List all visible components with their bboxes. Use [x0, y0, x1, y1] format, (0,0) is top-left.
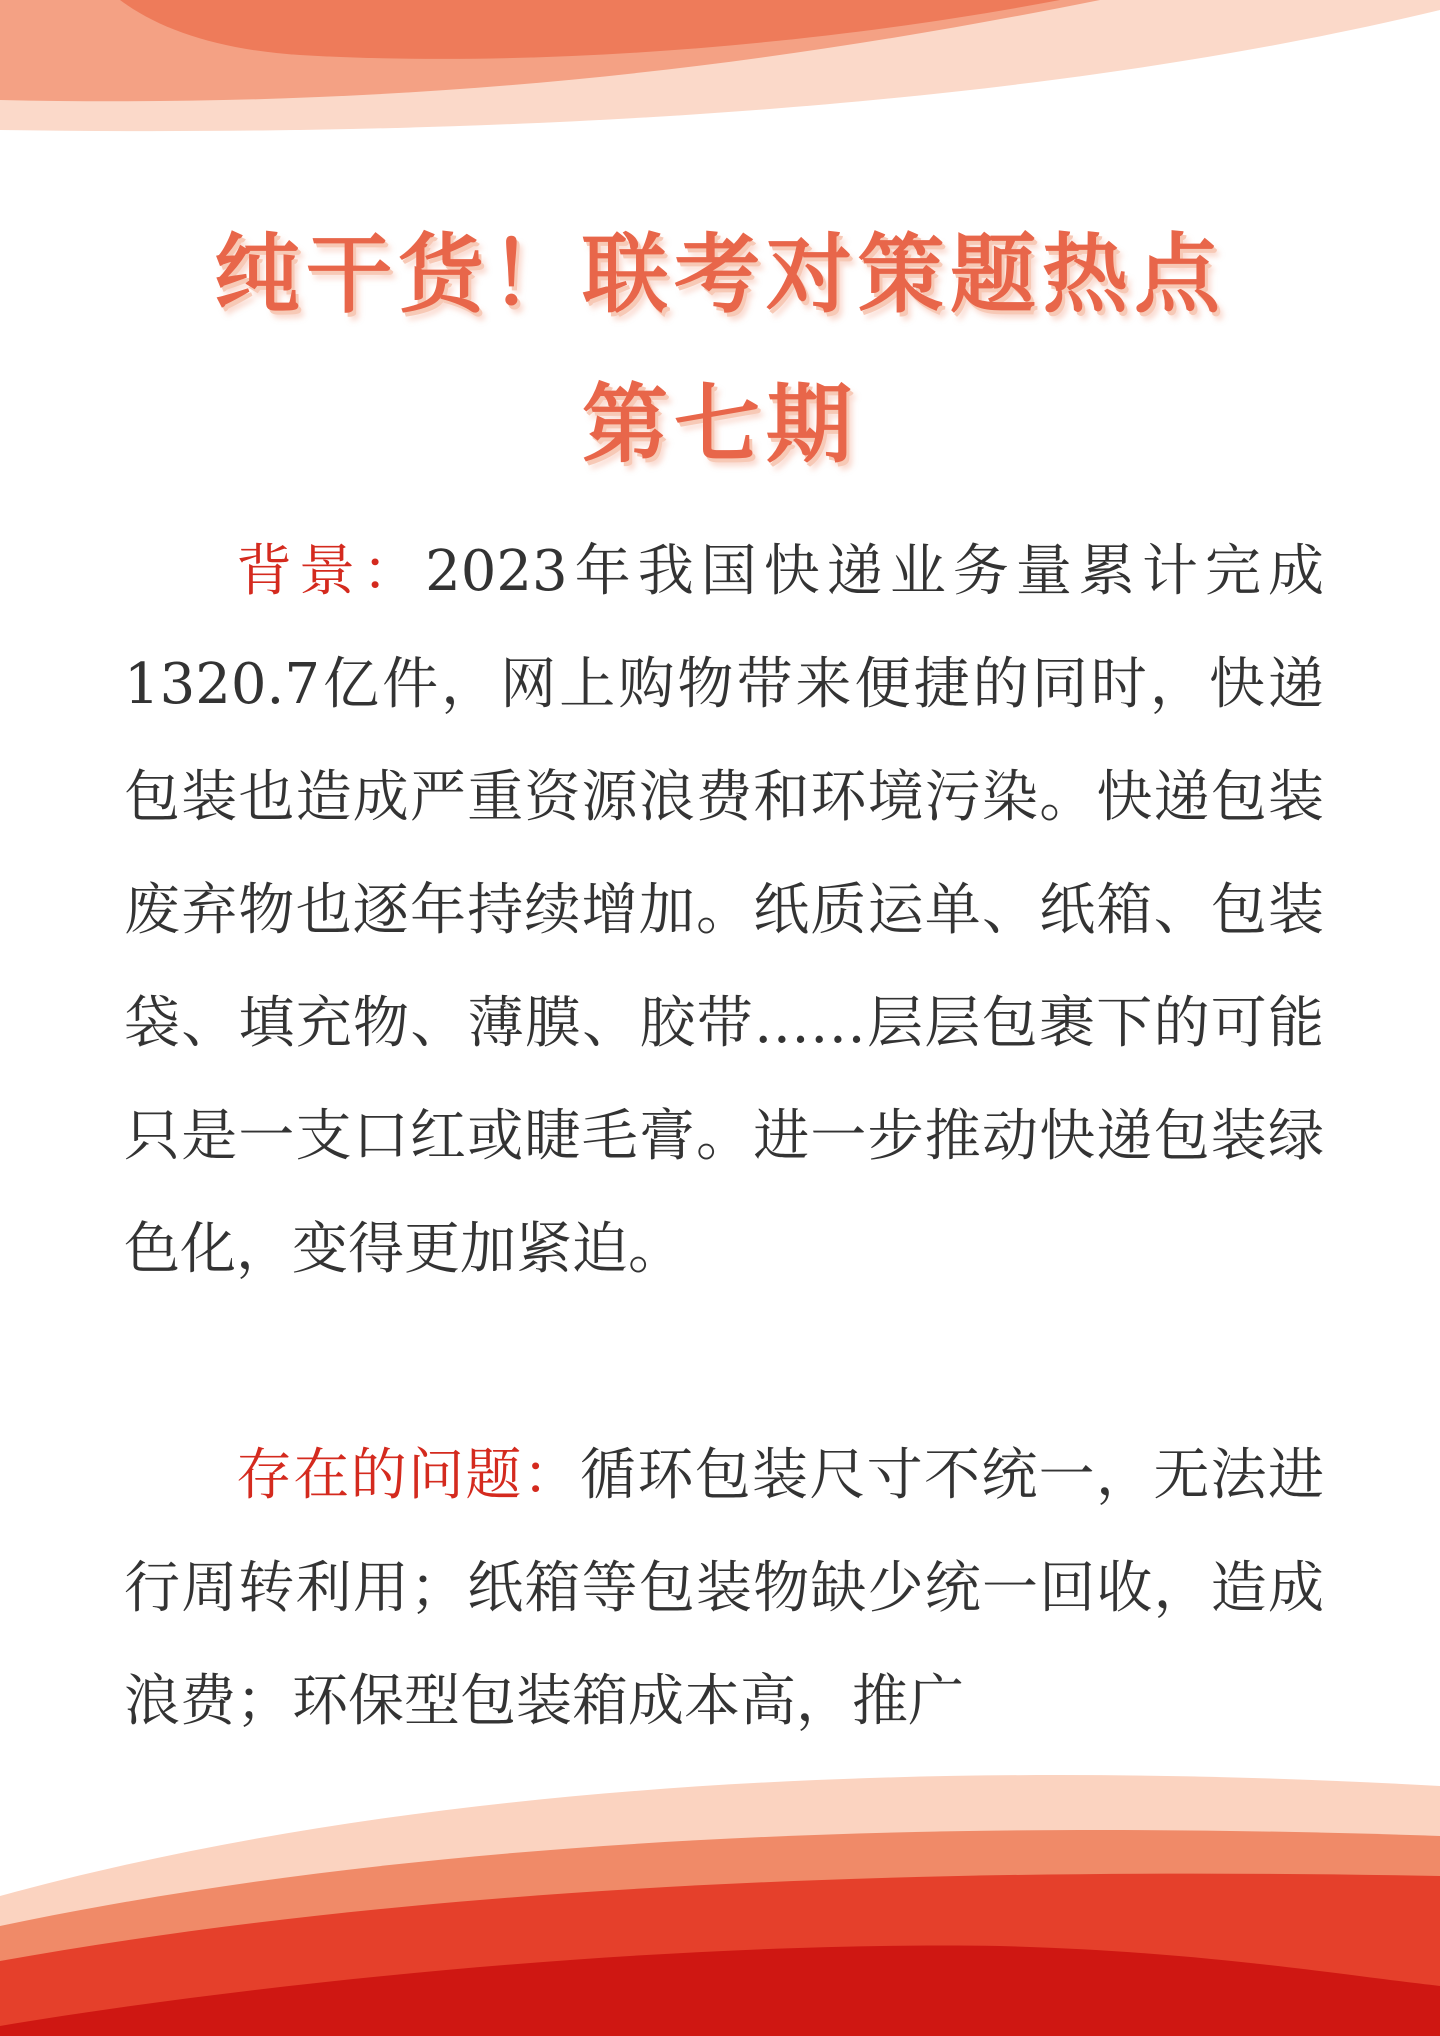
background-paragraph: [124, 515, 1324, 1306]
bottom-wave-decoration: [0, 1726, 1440, 2036]
problems-paragraph: [124, 1419, 1324, 1758]
page-title-line-2: 第七期: [582, 375, 858, 475]
problems-label: 存在的问题：: [236, 1443, 580, 1508]
article-body: [124, 515, 1324, 1758]
problems-text: 循环包装尺寸不统一，无法进行周转利用；纸箱等包装物缺少统一回收，造成浪费；环保型包装箱成本高，推广: [124, 1443, 1324, 1734]
background-text: 2023年我国快递业务量累计完成1320.7亿件，网上购物带来便捷的同时，快递包装也造成严重资源浪费和环境污染。快递包装废弃物也逐年持续增加。纸质运单、纸箱、包装袋、填充物、薄膜、胶带……层层包裹下的可能只是一支口红或睫毛膏。进一步推动快递包装绿色化，变得更加紧迫。: [124, 539, 1325, 1282]
top-wave-decoration: [0, 0, 1440, 150]
page-title-line-1: 纯干货！联考对策题热点: [214, 225, 1226, 325]
background-label: 背景：: [236, 539, 426, 604]
title-block: [0, 200, 1440, 500]
